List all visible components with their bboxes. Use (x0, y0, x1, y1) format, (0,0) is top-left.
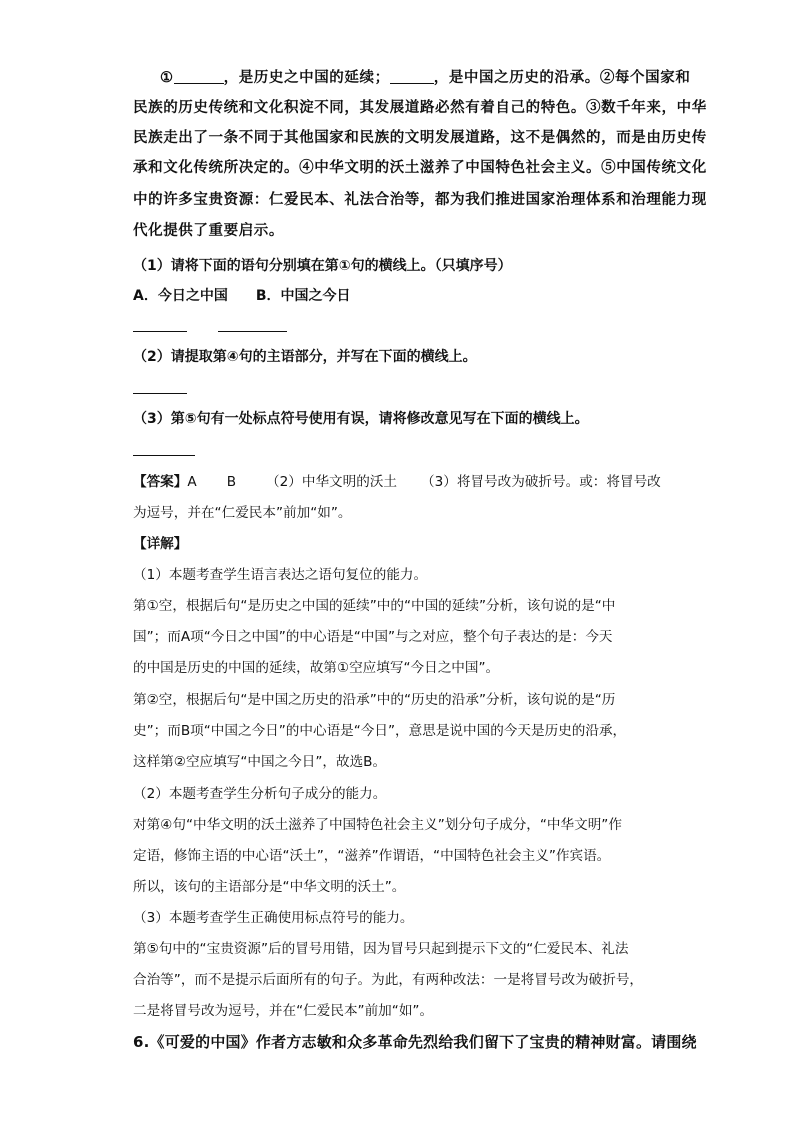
answer-blank-3 (133, 393, 187, 394)
detail-line: 二是将冒号改为逗号，并在“仁爱民本”前加“如”。 (133, 1003, 434, 1019)
answer-line-1 (133, 472, 663, 492)
passage-line-2: 民族的历史传统和文化积淀不同，其发展道路必然有着自己的特色。③数千年来，中华 (133, 99, 707, 116)
detail-line: 合治等”，而不是提示后面所有的句子。为此，有两种改法：一是将冒号改为破折号， (133, 972, 644, 988)
detail-line: 国”；而A项“今日之中国”的中心语是“中国”与之对应，整个句子表达的是：今天 (133, 629, 613, 645)
detail-line: 这样第②空应填写“中国之今日”，故选B。 (133, 754, 387, 770)
answer-a4: （3）将冒号改为破折号。或：将冒号改 (421, 474, 661, 490)
answer-line-2: 为逗号，并在“仁爱民本”前加“如”。 (133, 505, 352, 521)
detail-line: （2）本题考查学生分析句子成分的能力。 (133, 786, 387, 802)
detail-line: 第①空，根据后句“是历史之中国的延续”中的“中国的延续”分析，该句说的是“中 (133, 598, 616, 614)
option-b: B．中国之今日 (255, 288, 351, 304)
answer-blank-2 (218, 331, 287, 332)
answer-a3: （2）中华文明的沃土 (266, 474, 398, 490)
detail-line: 所以，该句的主语部分是“中华文明的沃土”。 (133, 879, 406, 895)
detail-line: 第②空，根据后句“是中国之历史的沿承”中的“历史的沿承”分析，该句说的是“历 (133, 692, 616, 708)
passage-line-6: 代化提供了重要启示。 (133, 222, 284, 239)
option-a: A．今日之中国 (133, 288, 228, 304)
fill-blank-1 (174, 69, 224, 84)
question-2: （2）请提取第④句的主语部分，并写在下面的横线上。 (133, 349, 477, 365)
detail-line: 对第④句“中华文明的沃土滋养了中国特色社会主义”划分句子成分，“中华文明”作 (133, 817, 622, 833)
fill-blank-2 (390, 69, 434, 84)
answer-a2: B (226, 474, 237, 490)
answer-a1: A (187, 474, 197, 490)
question-3: （3）第⑤句有一处标点符号使用有误，请将修改意见写在下面的横线上。 (133, 411, 589, 427)
passage-line-4: 承和文化传统所决定的。④中华文明的沃土滋养了中国特色社会主义。⑤中国传统文化 (133, 159, 707, 176)
answer-blank-4 (133, 455, 195, 456)
passage-line-1 (160, 68, 691, 88)
question-6-heading: 6.《可爱的中国》作者方志敏和众多革命先烈给我们留下了宝贵的精神财富。请围绕 (133, 1033, 697, 1051)
detail-line: （3）本题考查学生正确使用标点符号的能力。 (133, 910, 414, 926)
detail-line: 史”；而B项“中国之今日”的中心语是“今日”，意思是说中国的今天是历史的沿承， (133, 723, 627, 739)
detail-line: 第⑤句中的“宝贵资源”后的冒号用错，因为冒号只起到提示下文的“仁爱民本、礼法 (133, 941, 629, 957)
detail-tag: 【详解】 (133, 536, 188, 552)
passage-line-3: 民族走出了一条不同于其他国家和民族的文明发展道路，这不是偶然的，而是由历史传 (133, 129, 707, 146)
detail-line: 的中国是历史的中国的延续，故第①空应填写“今日之中国”。 (133, 660, 500, 676)
passage-line-5: 中的许多宝贵资源：仁爱民本、礼法合治等，都为我们推进国家治理体系和治理能力现 (133, 191, 707, 208)
answer-blank-1 (133, 331, 187, 332)
passage-text: ，是历史之中国的延续； (223, 69, 390, 86)
passage-text: ，是中国之历史的沿承。②每个国家和 (433, 69, 691, 86)
sentence-number: ① (160, 69, 174, 86)
question-1: （1）请将下面的语句分别填在第①句的横线上。（只填序号） (133, 258, 512, 274)
question-1-options (133, 286, 663, 306)
answer-tag: 【答案】 (133, 474, 188, 490)
detail-line: 定语，修饰主语的中心语“沃土”，“滋养”作谓语，“中国特色社会主义”作宾语。 (133, 848, 611, 864)
detail-line: （1）本题考查学生语言表达之语句复位的能力。 (133, 567, 428, 583)
